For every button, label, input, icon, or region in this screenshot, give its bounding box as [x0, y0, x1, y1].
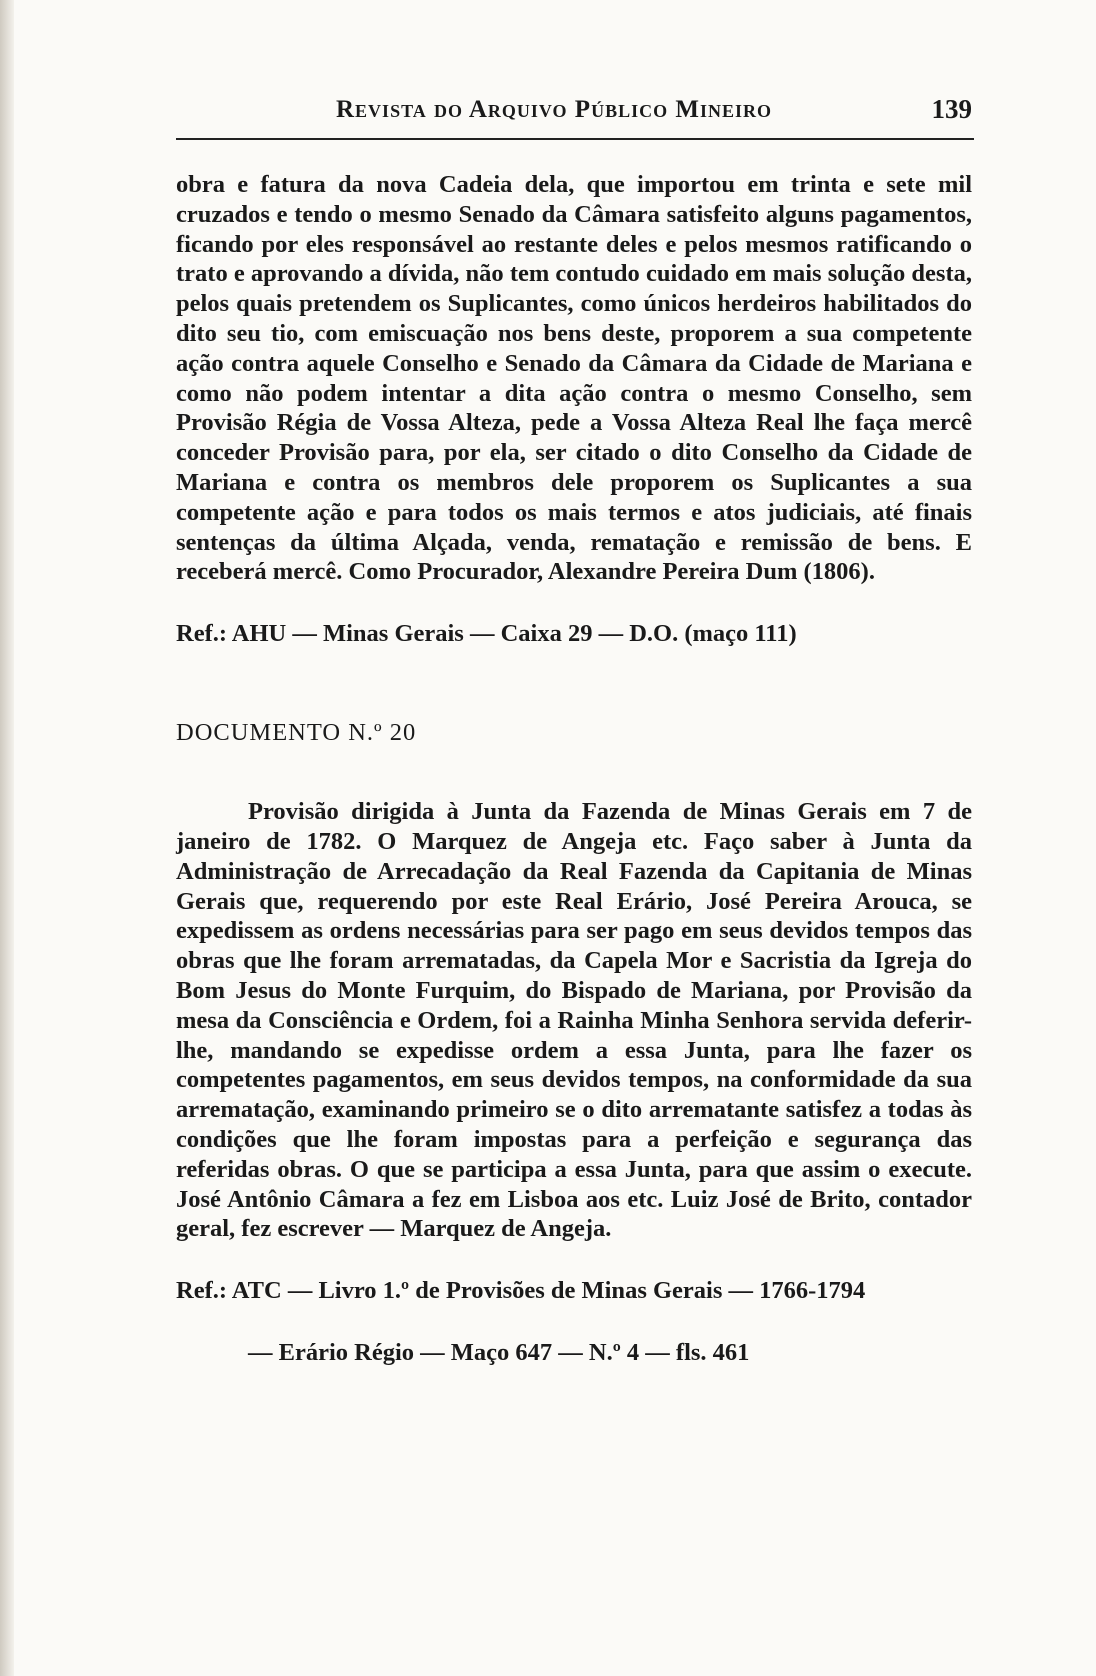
reference-1-text: Ref.: AHU — Minas Gerais — Caixa 29 — D.O. (maço 111)	[176, 620, 797, 648]
binding-edge	[0, 0, 14, 1676]
running-title: Revista do Arquivo Público Mineiro	[336, 96, 772, 123]
reference-2	[176, 1276, 972, 1368]
page-body	[176, 170, 972, 1368]
header-rule	[176, 138, 974, 140]
document-heading: DOCUMENTO N.º 20	[176, 719, 417, 747]
page-number: 139	[931, 94, 972, 124]
paragraph-1: obra e fatura da nova Cadeia dela, que importou em trinta e sete mil cruzados e tendo o mesmo Senado da Câmara satisfeito alguns pagamentos, ficando por eles responsável ao restante deles e pelos mesmos ratificando o trato e aprovando a dívida, não tem contudo cuidado em mais solução desta, pelos quais pretendem os Suplicantes, como únicos herdeiros habilitados do dito seu tio, com emiscuação nos bens deste, proporem a sua competente ação contra aquele Conselho e Senado da Câmara da Cidade de Mariana e como não podem intentar a dita ação contra o mesmo Conselho, sem Provisão Régia de Vossa Alteza, pede a Vossa Alteza Real lhe faça mercê conceder Provisão para, por ela, ser citado o dito Conselho da Cidade de Mariana e contra os membros dele proporem os Suplicantes a sua competente ação e para todos os mais termos e atos judiciais, até finais sentenças da última Alçada, venda, rematação e remissão de bens. E receberá mercê. Como Procurador, Alexandre Pereira Dum (1806).	[176, 171, 972, 586]
reference-2-line-1: Ref.: ATC — Livro 1.º de Provisões de Minas Gerais — 1766-1794	[176, 1277, 866, 1305]
reference-2-line-2: — Erário Régio — Maço 647 — N.º 4 — fls. 461	[248, 1339, 750, 1367]
reference-1	[176, 619, 972, 649]
page-header	[176, 92, 972, 132]
paragraph-2: Provisão dirigida à Junta da Fazenda de Minas Gerais em 7 de janeiro de 1782. O Marquez de Angeja etc. Faço saber à Junta da Administração de Arrecadação da Real Fazenda da Capitania de Minas Gerais que, requerendo por este Real Erário, José Pereira Arouca, se expedissem as ordens necessárias para ser pago em seus devidos tempos das obras que lhe foram arrematadas, da Capela Mor e Sacristia da Igreja do Bom Jesus do Monte Furquim, do Bispado de Mariana, por Provisão da mesa da Consciência e Ordem, foi a Rainha Minha Senhora servida deferir-lhe, mandando se expedisse ordem a essa Junta, para lhe fazer os competentes pagamentos, em seus devidos tempos, na conformidade da sua arrematação, examinando primeiro se o dito arrematante satisfez a todas às condições que lhe foram impostas para a perfeição e segurança das referidas obras. O que se participa a essa Junta, para que assim o execute. José Antônio Câmara a fez em Lisboa aos etc. Luiz José de Brito, contador geral, fez escrever — Marquez de Angeja.	[176, 798, 972, 1243]
